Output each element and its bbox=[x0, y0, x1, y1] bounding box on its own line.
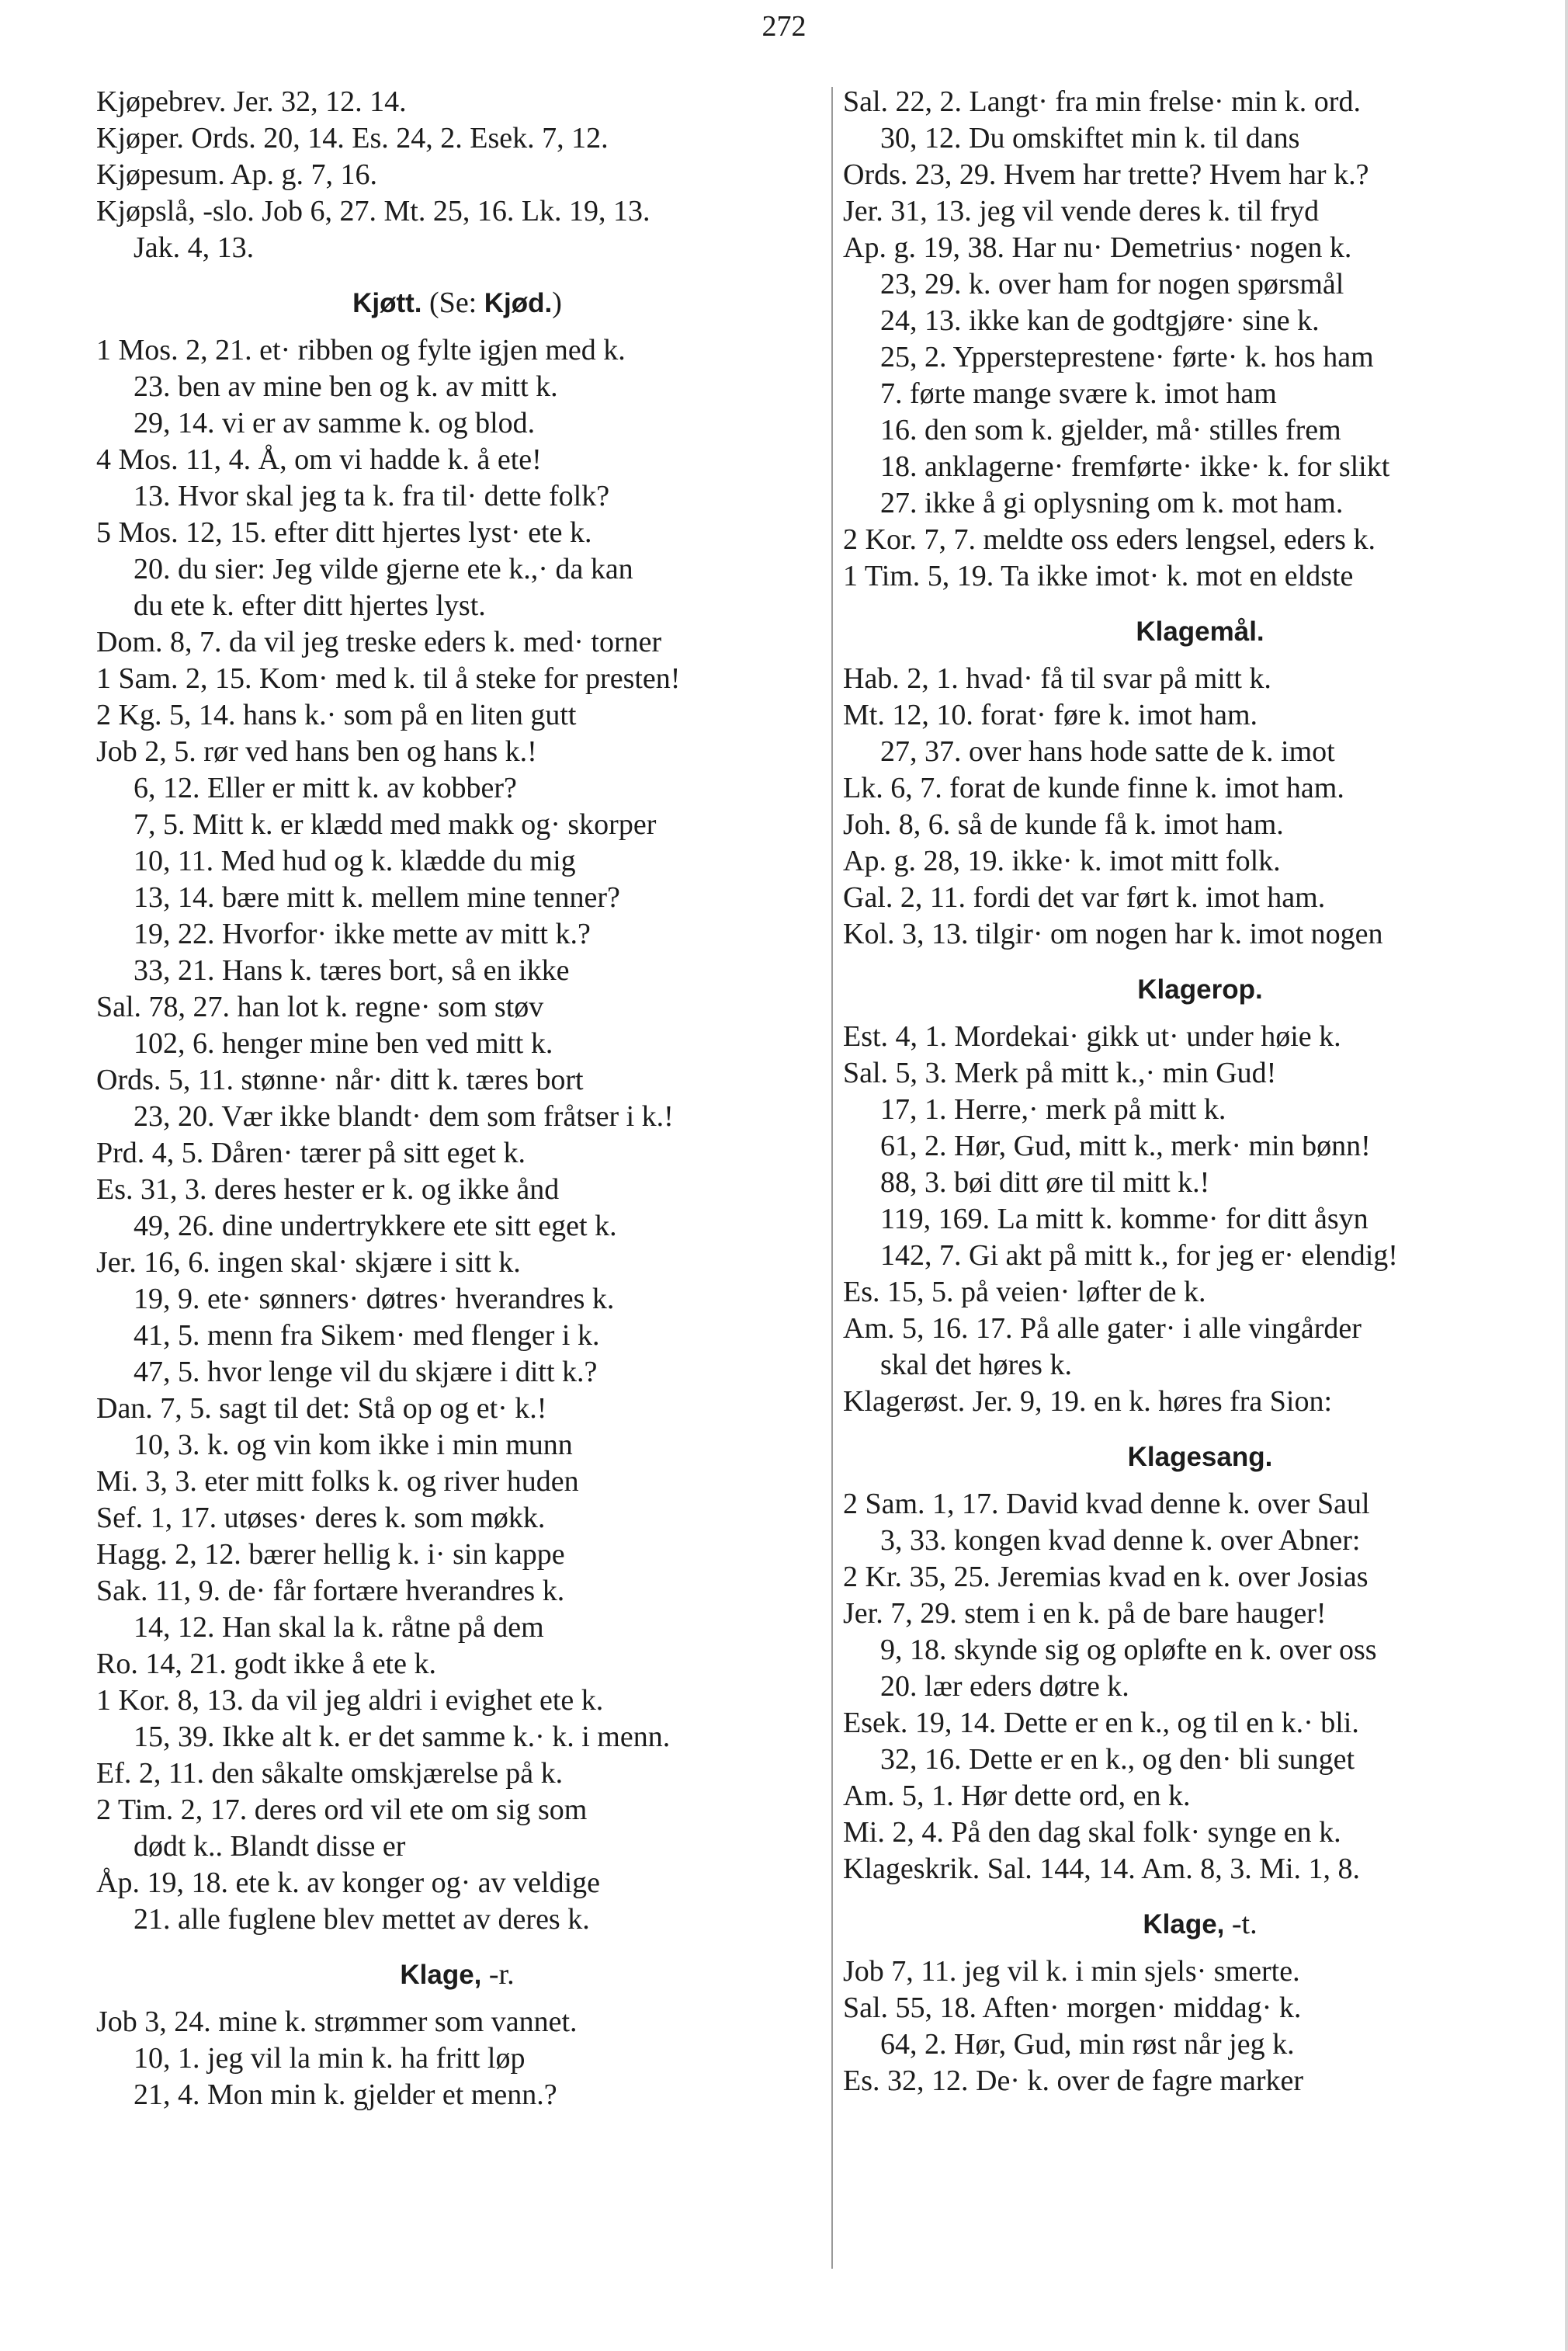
entry-line: 2 Sam. 1, 17. David kvad denne k. over Saul bbox=[843, 1488, 1370, 1520]
entry-line: Am. 5, 16. 17. På alle gater· i alle vingårder bbox=[843, 1312, 1362, 1345]
kjott-entries bbox=[96, 332, 818, 1938]
entry-line: Ap. g. 28, 19. ikke· k. imot mitt folk. bbox=[843, 845, 1281, 877]
entry-line: Dom. 8, 7. da vil jeg treske eders k. med· torner bbox=[96, 626, 662, 658]
entry-line: 7. førte mange svære k. imot ham bbox=[880, 377, 1277, 410]
entry-line: 2 Tim. 2, 17. deres ord vil ete om sig som bbox=[96, 1794, 588, 1826]
entry-line: Kjøpslå, -slo. Job 6, 27. Mt. 25, 16. Lk. 19, 13. bbox=[96, 195, 650, 227]
left-block-entries bbox=[96, 84, 818, 266]
entry-line: 142, 7. Gi akt på mitt k., for jeg er· elendig! bbox=[880, 1239, 1398, 1272]
entry-line: 64, 2. Hør, Gud, min røst når jeg k. bbox=[880, 2028, 1295, 2061]
heading-ref: Kjød. bbox=[484, 288, 553, 318]
entry-line: Kjøper. Ords. 20, 14. Es. 24, 2. Esek. 7, 12. bbox=[96, 122, 609, 155]
entry-line: 25, 2. Yppersteprestene· førte· k. hos ham bbox=[880, 341, 1374, 373]
entry-line: 33, 21. Hans k. tæres bort, så en ikke bbox=[134, 954, 570, 987]
klage-r-entries bbox=[96, 2004, 818, 2113]
entry-line: 4 Mos. 11, 4. Å, om vi hadde k. å ete! bbox=[96, 443, 542, 476]
heading-end: ) bbox=[552, 286, 562, 319]
entry-line: 9, 18. skynde sig og opløfte en k. over oss bbox=[880, 1634, 1377, 1666]
entry-line: Kol. 3, 13. tilgir· om nogen har k. imot nogen bbox=[843, 918, 1383, 950]
right-column bbox=[843, 84, 1557, 2099]
entry-line: skal det høres k. bbox=[880, 1349, 1072, 1381]
klagemal-entries bbox=[843, 661, 1557, 953]
heading-word: Klagemål. bbox=[1136, 616, 1264, 647]
entry-line: 1 Kor. 8, 13. da vil jeg aldri i evighet ete k. bbox=[96, 1684, 604, 1717]
entry-line: Jer. 16, 6. ingen skal· skjære i sitt k. bbox=[96, 1246, 521, 1279]
entry-line: 1 Mos. 2, 21. et· ribben og fylte igjen med k. bbox=[96, 334, 626, 366]
entry-line: Job 2, 5. rør ved hans ben og hans k.! bbox=[96, 735, 537, 768]
entry-line: Kjøpesum. Ap. g. 7, 16. bbox=[96, 158, 378, 191]
entry-line: Sal. 78, 27. han lot k. regne· som støv bbox=[96, 991, 544, 1023]
heading-word: Kjøtt. bbox=[352, 288, 422, 318]
entry-line: 29, 14. vi er av samme k. og blod. bbox=[134, 407, 536, 439]
entry-line: Am. 5, 1. Hør dette ord, en k. bbox=[843, 1780, 1191, 1812]
entry-line: 2 Kg. 5, 14. hans k.· som på en liten gutt bbox=[96, 699, 577, 731]
heading-word: Klage, bbox=[400, 1960, 482, 1990]
right-block-entries bbox=[843, 84, 1557, 595]
entry-line: 47, 5. hvor lenge vil du skjære i ditt k.? bbox=[134, 1356, 598, 1388]
entry-line: Hagg. 2, 12. bærer hellig k. i· sin kappe bbox=[96, 1538, 565, 1571]
entry-line: Jer. 31, 13. jeg vil vende deres k. til fryd bbox=[843, 195, 1320, 227]
entry-line: 49, 26. dine undertrykkere ete sitt eget k. bbox=[134, 1210, 617, 1242]
entry-line: 1 Sam. 2, 15. Kom· med k. til å steke for presten! bbox=[96, 662, 681, 695]
entry-line: Mi. 2, 4. På den dag skal folk· synge en k. bbox=[843, 1816, 1341, 1849]
entry-line: 119, 169. La mitt k. komme· for ditt åsyn bbox=[880, 1203, 1369, 1235]
entry-line: 2 Kor. 7, 7. meldte oss eders lengsel, eders k. bbox=[843, 523, 1375, 556]
klage-t-entries bbox=[843, 1953, 1557, 2099]
entry-line: 23. ben av mine ben og k. av mitt k. bbox=[134, 370, 558, 403]
entry-line: Dan. 7, 5. sagt til det: Stå op og et· k.! bbox=[96, 1392, 547, 1425]
entry-line: 7, 5. Mitt k. er klædd med makk og· skorper bbox=[134, 808, 657, 841]
entry-line: Ro. 14, 21. godt ikke å ete k. bbox=[96, 1648, 436, 1680]
entry-line: Es. 31, 3. deres hester er k. og ikke ånd bbox=[96, 1173, 560, 1206]
entry-line: 16. den som k. gjelder, må· stilles frem bbox=[880, 414, 1341, 446]
entry-line: Sak. 11, 9. de· får fortære hverandres k. bbox=[96, 1575, 565, 1607]
entry-line: 21. alle fuglene blev mettet av deres k. bbox=[134, 1903, 590, 1936]
entry-line: Jak. 4, 13. bbox=[134, 231, 255, 264]
entry-line: Gal. 2, 11. fordi det var ført k. imot ham. bbox=[843, 881, 1326, 914]
entry-line: 13. Hvor skal jeg ta k. fra til· dette folk? bbox=[134, 480, 610, 512]
entry-line: Sal. 22, 2. Langt· fra min frelse· min k. ord. bbox=[843, 85, 1361, 118]
left-column bbox=[96, 84, 818, 2113]
entry-line: 61, 2. Hør, Gud, mitt k., merk· min bønn! bbox=[880, 1130, 1371, 1162]
entry-line: 19, 9. ete· sønners· døtres· hverandres k. bbox=[134, 1283, 615, 1315]
entry-line: Est. 4, 1. Mordekai· gikk ut· under høie k. bbox=[843, 1020, 1341, 1053]
entry-line: Lk. 6, 7. forat de kunde finne k. imot ham. bbox=[843, 772, 1344, 804]
entry-line: du ete k. efter ditt hjertes lyst. bbox=[134, 589, 486, 622]
heading-klagesang bbox=[843, 1439, 1557, 1475]
entry-line: 20. du sier: Jeg vilde gjerne ete k.,· da kan bbox=[134, 553, 633, 585]
klagerop-entries bbox=[843, 1019, 1557, 1420]
entry-line: 10, 1. jeg vil la min k. ha fritt løp bbox=[134, 2042, 526, 2075]
heading-kjott bbox=[96, 285, 818, 321]
heading-suffix: -r. bbox=[481, 1958, 515, 1991]
entry-line: Sal. 5, 3. Merk på mitt k.,· min Gud! bbox=[843, 1057, 1277, 1089]
klagesang-entries bbox=[843, 1486, 1557, 1887]
entry-line: 10, 11. Med hud og k. klædde du mig bbox=[134, 845, 576, 877]
page-edge bbox=[1565, 0, 1568, 2351]
entry-line: Sal. 55, 18. Aften· morgen· middag· k. bbox=[843, 1992, 1302, 2024]
entry-line: Job 3, 24. mine k. strømmer som vannet. bbox=[96, 2005, 578, 2038]
entry-line: Sef. 1, 17. utøses· deres k. som møkk. bbox=[96, 1502, 546, 1534]
entry-line: 23, 20. Vær ikke blandt· dem som fråtser i k.! bbox=[134, 1100, 674, 1133]
heading-word: Klage, bbox=[1143, 1909, 1225, 1939]
heading-word: Klagesang. bbox=[1127, 1442, 1273, 1472]
entry-line: 27, 37. over hans hode satte de k. imot bbox=[880, 735, 1335, 768]
heading-klage-r bbox=[96, 1957, 818, 1993]
entry-line: Es. 15, 5. på veien· løfter de k. bbox=[843, 1276, 1206, 1308]
entry-line: 1 Tim. 5, 19. Ta ikke imot· k. mot en eldste bbox=[843, 560, 1354, 592]
column-divider bbox=[831, 87, 833, 2269]
entry-line: Klageskrik. Sal. 144, 14. Am. 8, 3. Mi. 1, 8. bbox=[843, 1853, 1361, 1885]
entry-line: Jer. 7, 29. stem i en k. på de bare hauger! bbox=[843, 1597, 1327, 1630]
entry-line: Kjøpebrev. Jer. 32, 12. 14. bbox=[96, 85, 407, 118]
entry-line: 14, 12. Han skal la k. råtne på dem bbox=[134, 1611, 544, 1644]
entry-line: 5 Mos. 12, 15. efter ditt hjertes lyst· ete k. bbox=[96, 516, 592, 549]
heading-suffix: -t. bbox=[1224, 1908, 1258, 1940]
entry-line: 13, 14. bære mitt k. mellem mine tenner? bbox=[134, 881, 620, 914]
heading-word: Klagerop. bbox=[1137, 974, 1263, 1005]
entry-line: 2 Kr. 35, 25. Jeremias kvad en k. over Josias bbox=[843, 1561, 1369, 1593]
entry-line: 17, 1. Herre,· merk på mitt k. bbox=[880, 1093, 1226, 1126]
entry-line: 24, 13. ikke kan de godtgjøre· sine k. bbox=[880, 304, 1320, 337]
entry-line: dødt k.. Blandt disse er bbox=[134, 1830, 406, 1863]
entry-line: 102, 6. henger mine ben ved mitt k. bbox=[134, 1027, 553, 1060]
entry-line: 18. anklagerne· fremførte· ikke· k. for slikt bbox=[880, 450, 1390, 483]
entry-line: Hab. 2, 1. hvad· få til svar på mitt k. bbox=[843, 662, 1271, 695]
entry-line: Prd. 4, 5. Dåren· tærer på sitt eget k. bbox=[96, 1137, 526, 1169]
entry-line: Joh. 8, 6. så de kunde få k. imot ham. bbox=[843, 808, 1284, 841]
entry-line: Mt. 12, 10. forat· føre k. imot ham. bbox=[843, 699, 1258, 731]
entry-line: 6, 12. Eller er mitt k. av kobber? bbox=[134, 772, 517, 804]
entry-line: 32, 16. Dette er en k., og den· bli sunget bbox=[880, 1743, 1355, 1776]
entry-line: 21, 4. Mon min k. gjelder et menn.? bbox=[134, 2078, 557, 2111]
entry-line: Ords. 5, 11. stønne· når· ditt k. tæres bort bbox=[96, 1064, 584, 1096]
entry-line: Åp. 19, 18. ete k. av konger og· av veldige bbox=[96, 1867, 600, 1899]
entry-line: 3, 33. kongen kvad denne k. over Abner: bbox=[880, 1524, 1361, 1557]
entry-line: 23, 29. k. over ham for nogen spørsmål bbox=[880, 268, 1344, 300]
entry-line: Ef. 2, 11. den såkalte omskjærelse på k. bbox=[96, 1757, 564, 1790]
entry-line: Es. 32, 12. De· k. over de fagre marker bbox=[843, 2065, 1303, 2097]
entry-line: Job 7, 11. jeg vil k. i min sjels· smerte. bbox=[843, 1955, 1300, 1988]
page-number: 272 bbox=[761, 10, 807, 43]
entry-line: 30, 12. Du omskiftet min k. til dans bbox=[880, 122, 1300, 155]
entry-line: 19, 22. Hvorfor· ikke mette av mitt k.? bbox=[134, 918, 591, 950]
heading-see: (Se: bbox=[421, 286, 484, 319]
entry-line: Esek. 19, 14. Dette er en k., og til en k.· bli. bbox=[843, 1707, 1359, 1739]
entry-line: 20. lær eders døtre k. bbox=[880, 1670, 1129, 1703]
entry-line: Mi. 3, 3. eter mitt folks k. og river huden bbox=[96, 1465, 579, 1498]
heading-klagemal bbox=[843, 613, 1557, 650]
entry-line: 41, 5. menn fra Sikem· med flenger i k. bbox=[134, 1319, 600, 1352]
entry-line: 15, 39. Ikke alt k. er det samme k.· k. i menn. bbox=[134, 1721, 671, 1753]
entry-line: 27. ikke å gi oplysning om k. mot ham. bbox=[880, 487, 1344, 519]
entry-line: Ap. g. 19, 38. Har nu· Demetrius· nogen k. bbox=[843, 231, 1352, 264]
entry-line: Klagerøst. Jer. 9, 19. en k. høres fra Sion: bbox=[843, 1385, 1333, 1418]
entry-line: Ords. 23, 29. Hvem har trette? Hvem har k.? bbox=[843, 158, 1369, 191]
entry-line: 88, 3. bøi ditt øre til mitt k.! bbox=[880, 1166, 1210, 1199]
heading-klagerop bbox=[843, 971, 1557, 1008]
heading-klage-t bbox=[843, 1906, 1557, 1943]
entry-line: 10, 3. k. og vin kom ikke i min munn bbox=[134, 1429, 573, 1461]
